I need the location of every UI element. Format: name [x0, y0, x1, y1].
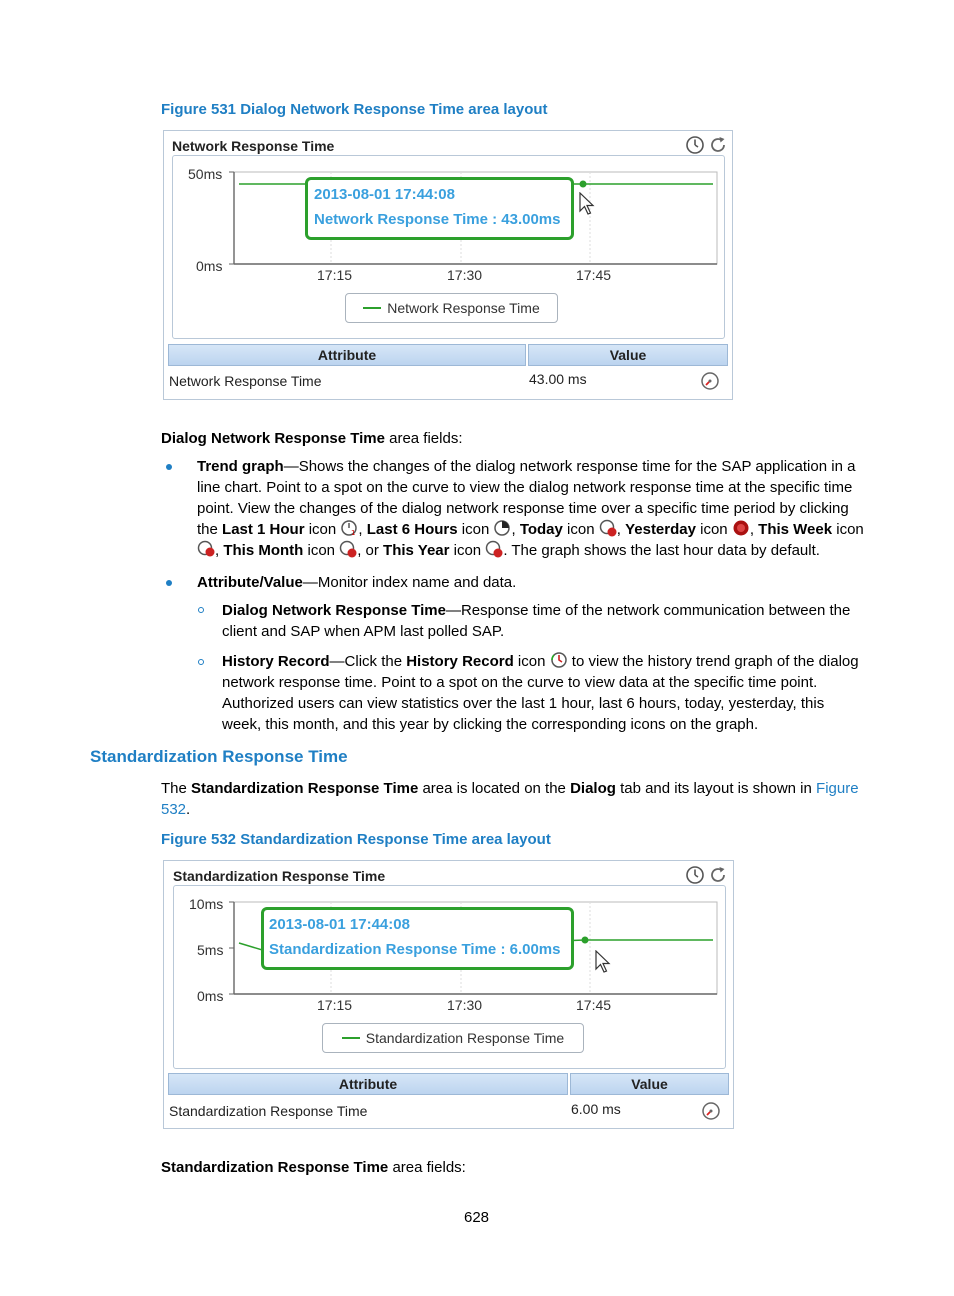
- column-header-value: Value: [528, 344, 728, 366]
- y-axis-min-label: 0ms: [197, 988, 224, 1004]
- data-point: [582, 937, 589, 944]
- intro-532: Standardization Response Time area fields:: [161, 1159, 466, 1176]
- sub-bullet-history-record: History Record—Click the History Record icon to view the history trend graph of the dialog network response time. Point to a spot on the curve to view data at the specific time point. Authorized users can view statistics over the last 1 hour, last 6 hours, today, yesterday, this week, this month, and this year by clicking the corresponding icons on the graph.: [222, 653, 859, 733]
- chart-legend[interactable]: [345, 293, 558, 323]
- chart-tooltip: [261, 907, 574, 970]
- widget-title: Standardization Response Time: [173, 868, 386, 884]
- mouse-cursor-icon: [579, 192, 595, 216]
- y-axis-min-label: 0ms: [196, 258, 223, 274]
- column-header-attribute: Attribute: [168, 344, 526, 366]
- last-6-hours-icon[interactable]: [493, 519, 511, 537]
- value-cell: 6.00 ms: [571, 1101, 621, 1117]
- figure-532-link[interactable]: Figure 532: [161, 780, 859, 818]
- chart-tooltip: [305, 177, 574, 240]
- chart-panel: [172, 155, 725, 339]
- this-year-icon[interactable]: [485, 540, 503, 558]
- attribute-cell: Standardization Response Time: [169, 1103, 368, 1119]
- x-tick-label: 17:30: [447, 267, 483, 283]
- y-axis-max-label: 10ms: [189, 896, 224, 912]
- last-1-hour-icon[interactable]: [340, 519, 358, 537]
- legend-swatch: [342, 1037, 360, 1039]
- network-response-time-widget: [163, 130, 733, 400]
- sub-bullet-marker: [198, 607, 204, 613]
- svg-text:1: 1: [351, 529, 356, 537]
- y-axis-mid-label: 5ms: [197, 942, 224, 958]
- clock-icon[interactable]: [685, 135, 705, 155]
- chart-legend[interactable]: [322, 1023, 584, 1053]
- legend-swatch: [363, 307, 381, 309]
- tooltip-time: 2013-08-01 17:44:08: [269, 916, 410, 933]
- gauge-icon[interactable]: [700, 371, 720, 391]
- widget-title: Network Response Time: [172, 138, 335, 154]
- bullet-attribute-value: Attribute/Value—Monitor index name and data.: [197, 574, 517, 591]
- gauge-icon[interactable]: [701, 1101, 721, 1121]
- this-week-icon[interactable]: [197, 540, 215, 558]
- column-header-attribute: Attribute: [168, 1073, 568, 1095]
- value-cell: 43.00 ms: [529, 371, 587, 387]
- attribute-cell: Network Response Time: [169, 373, 322, 389]
- bullet-marker: [166, 580, 172, 586]
- legend-label: Standardization Response Time: [365, 1030, 565, 1046]
- yesterday-icon[interactable]: [732, 519, 750, 537]
- x-tick-label: 17:45: [576, 267, 612, 283]
- sub-bullet-marker: [198, 659, 204, 665]
- mouse-cursor-icon: [595, 950, 611, 974]
- section-title: Standardization Response Time: [90, 747, 348, 766]
- clock-icon[interactable]: [685, 865, 705, 885]
- figure-531-caption: Figure 531 Dialog Network Response Time area layout: [161, 101, 548, 118]
- refresh-icon[interactable]: [708, 865, 728, 885]
- tooltip-value: Network Response Time : 43.00ms: [314, 211, 561, 228]
- history-record-icon[interactable]: [550, 651, 568, 669]
- column-header-value: Value: [570, 1073, 729, 1095]
- tooltip-time: 2013-08-01 17:44:08: [314, 186, 455, 203]
- x-tick-label: 17:15: [317, 267, 353, 283]
- figure-532-caption: Figure 532 Standardization Response Time area layout: [161, 831, 551, 848]
- chart-panel: [173, 885, 726, 1069]
- y-axis-max-label: 50ms: [188, 166, 223, 182]
- x-tick-label: 17:45: [576, 997, 612, 1013]
- data-point: [580, 181, 587, 188]
- tooltip-value: Standardization Response Time : 6.00ms: [269, 941, 561, 958]
- paragraph-532: The Standardization Response Time area is located on the Dialog tab and its layout is shown in Figure 532.: [161, 780, 859, 818]
- legend-label: Network Response Time: [387, 300, 540, 316]
- bullet-trend-graph: Trend graph—Shows the changes of the dialog network response time for the SAP application in a line chart. Point to a spot on the curve to view the dialog network response time at the specific time point. View the changes of the dialog network response time over a specific time period by clicking the Last 1 Hour icon 1 , Last 6 Hours icon , Today icon , Yesterday icon , This Week icon , This Month icon , or This Year icon . The graph shows the last hour data by default.: [197, 458, 864, 559]
- x-tick-label: 17:30: [447, 997, 483, 1013]
- bullet-marker: [166, 464, 172, 470]
- today-icon[interactable]: [599, 519, 617, 537]
- x-tick-label: 17:15: [317, 997, 353, 1013]
- intro-531: Dialog Network Response Time area fields:: [161, 430, 463, 447]
- sub-bullet-dialog-network-response-time: Dialog Network Response Time—Response time of the network communication between the client and SAP when APM last polled SAP.: [222, 602, 851, 640]
- refresh-icon[interactable]: [708, 135, 728, 155]
- standardization-response-time-widget: [163, 860, 734, 1129]
- page-number: 628: [464, 1209, 490, 1226]
- this-month-icon[interactable]: [339, 540, 357, 558]
